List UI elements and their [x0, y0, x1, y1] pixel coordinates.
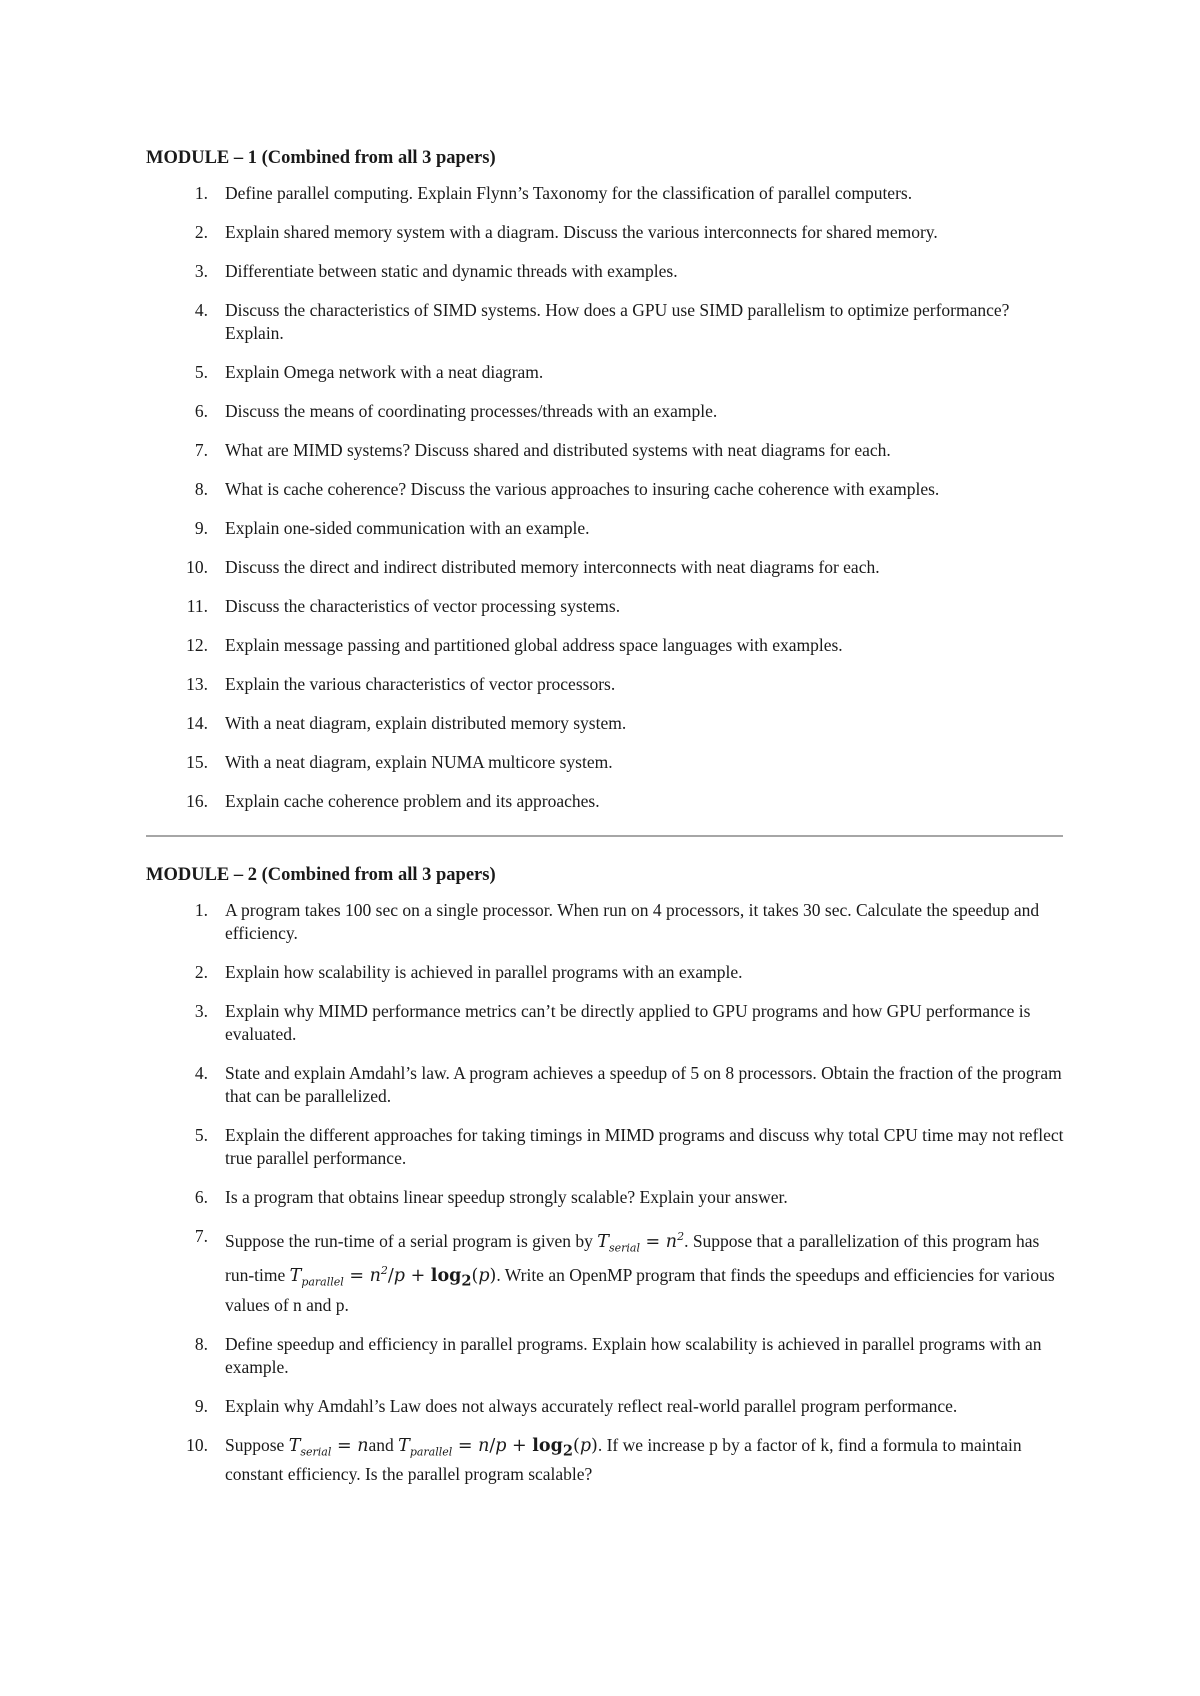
question-text-part: Suppose — [225, 1434, 289, 1455]
module-1-heading: MODULE – 1 (Combined from all 3 papers) — [146, 148, 496, 168]
math-log-base: 2 — [562, 1442, 573, 1460]
question-number: 12. — [186, 635, 208, 655]
question-item — [146, 673, 1066, 696]
math-plus: + — [405, 1266, 431, 1287]
math-paren-close: ) — [591, 1435, 598, 1456]
question-item — [146, 790, 1066, 813]
question-number: 7. — [194, 440, 208, 460]
n-squared-math — [666, 1232, 684, 1252]
question-text — [225, 1434, 1066, 1487]
math-superscript-2: 2 — [380, 1264, 388, 1278]
t-serial-math — [597, 1231, 640, 1255]
question-item — [146, 478, 1066, 501]
math-slash: / — [489, 1435, 496, 1456]
math-symbol-n: n — [357, 1435, 369, 1456]
question-number: 10. — [186, 557, 208, 577]
math-log — [532, 1435, 573, 1460]
question-text: What are MIMD systems? Discuss shared and distributed systems with neat diagrams for each. — [225, 440, 891, 460]
question-item — [146, 1062, 1066, 1108]
math-symbol-t: T — [289, 1266, 302, 1287]
question-text: Discuss the direct and indirect distributed memory interconnects with neat diagrams for each. — [225, 557, 880, 577]
section-divider — [146, 835, 1063, 837]
question-number: 1. — [194, 183, 208, 203]
question-number: 15. — [186, 752, 208, 772]
question-item — [146, 634, 1066, 657]
question-text: Explain why MIMD performance metrics can’t be directly applied to GPU programs and how GPU performance is evaluated. — [225, 1001, 1031, 1044]
math-subscript-parallel: parallel — [301, 1275, 344, 1289]
question-text: Discuss the characteristics of SIMD systems. How does a GPU use SIMD parallelism to optimize performance? Explain. — [225, 300, 1010, 343]
math-subscript-serial: serial — [300, 1445, 332, 1459]
math-symbol-n: n — [665, 1231, 678, 1252]
math-log-word: log — [430, 1266, 462, 1287]
question-text: Explain one-sided communication with an example. — [225, 518, 590, 538]
question-item — [146, 439, 1066, 462]
module-1-question-list — [146, 182, 1066, 813]
math-symbol-p: p — [393, 1266, 405, 1287]
question-text: Explain why Amdahl’s Law does not always accurately reflect real-world parallel program performance. — [225, 1395, 958, 1416]
question-text: Define speedup and efficiency in parallel programs. Explain how scalability is achieved in parallel programs with an example. — [225, 1333, 1042, 1377]
question-text: Differentiate between static and dynamic threads with examples. — [225, 261, 678, 281]
math-log — [430, 1266, 472, 1290]
question-item — [146, 751, 1066, 774]
question-text: Explain Omega network with a neat diagram. — [225, 362, 544, 382]
math-equals: = — [343, 1266, 370, 1287]
math-symbol-t: T — [288, 1435, 301, 1456]
question-item — [146, 400, 1066, 423]
question-number: 14. — [186, 713, 208, 733]
question-number: 4. — [194, 300, 208, 320]
math-plus: + — [506, 1435, 533, 1456]
math-log-word: log — [532, 1435, 563, 1456]
question-item — [146, 961, 1066, 984]
question-item — [146, 221, 1066, 244]
math-equals: = — [331, 1435, 358, 1456]
question-text: Explain cache coherence problem and its approaches. — [225, 791, 600, 811]
question-item — [146, 1186, 1066, 1209]
question-item — [146, 517, 1066, 540]
math-paren-close: ) — [489, 1266, 497, 1287]
question-item — [146, 595, 1066, 618]
question-text: Define parallel computing. Explain Flynn’s Taxonomy for the classification of parallel computers. — [225, 183, 913, 203]
math-symbol-n: n — [369, 1266, 381, 1287]
question-number: 2. — [194, 962, 208, 982]
math-symbol-p: p — [579, 1435, 592, 1456]
question-number: 9. — [194, 1395, 208, 1416]
math-symbol-t: T — [398, 1435, 410, 1456]
question-text: With a neat diagram, explain distributed memory system. — [225, 713, 627, 733]
math-subscript-parallel: parallel — [409, 1445, 453, 1459]
math-superscript-2: 2 — [677, 1230, 685, 1243]
question-number: 8. — [194, 479, 208, 499]
question-text-part: . If we increase p by a factor of k, find a formula to maintain constant efficiency. Is the parallel program scalable? — [225, 1434, 1022, 1485]
math-equals: = — [639, 1231, 666, 1252]
math-symbol-t: T — [597, 1231, 609, 1252]
question-text: State and explain Amdahl’s law. A program achieves a speedup of 5 on 8 processors. Obtain the fraction of the program that can be parallelized. — [225, 1063, 1062, 1106]
module-2-heading: MODULE – 2 (Combined from all 3 papers) — [146, 865, 496, 885]
math-paren-open: ( — [471, 1266, 479, 1287]
question-text-part: . Suppose that a parallelization of this program has run-time — [225, 1230, 1040, 1286]
question-text: Is a program that obtains linear speedup strongly scalable? Explain your answer. — [225, 1187, 788, 1207]
question-item — [146, 361, 1066, 384]
question-text — [225, 1225, 1066, 1317]
math-symbol-n: n — [478, 1435, 490, 1456]
question-number: 8. — [194, 1333, 208, 1354]
question-number: 9. — [194, 518, 208, 538]
math-subscript-serial: serial — [608, 1241, 640, 1255]
question-text: Discuss the means of coordinating processes/threads with an example. — [225, 401, 718, 421]
page-content — [146, 146, 1066, 1502]
question-item — [146, 1225, 1066, 1317]
question-number: 5. — [194, 362, 208, 382]
question-text: Explain the various characteristics of vector processors. — [225, 674, 616, 694]
question-number: 2. — [194, 222, 208, 242]
t-serial-math — [288, 1435, 332, 1459]
question-item — [146, 1333, 1066, 1379]
module-1-section — [146, 146, 1066, 813]
question-number: 7. — [194, 1226, 208, 1246]
question-text: Discuss the characteristics of vector processing systems. — [225, 596, 621, 616]
question-item — [146, 712, 1066, 735]
t-parallel-math — [398, 1435, 453, 1459]
question-item — [146, 1434, 1066, 1487]
module-2-question-list — [146, 899, 1066, 1486]
question-number: 3. — [194, 1001, 208, 1021]
question-item — [146, 1124, 1066, 1170]
question-number: 3. — [194, 261, 208, 281]
t-parallel-math — [289, 1266, 344, 1289]
question-item — [146, 182, 1066, 205]
module-2-section — [146, 863, 1066, 1486]
math-equals: = — [452, 1435, 479, 1456]
question-text: What is cache coherence? Discuss the various approaches to insuring cache coherence with examples. — [225, 479, 940, 499]
question-item — [146, 556, 1066, 579]
n-squared-math — [370, 1266, 388, 1286]
question-text: Explain message passing and partitioned global address space languages with examples. — [225, 635, 843, 655]
question-item — [146, 899, 1066, 945]
math-slash: / — [387, 1266, 394, 1287]
question-number: 10. — [186, 1434, 208, 1455]
question-number: 6. — [194, 1187, 208, 1207]
question-text: Explain shared memory system with a diagram. Discuss the various interconnects for shared memory. — [225, 222, 938, 242]
question-text: Explain the different approaches for taking timings in MIMD programs and discuss why total CPU time may not reflect true parallel performance. — [225, 1125, 1064, 1168]
math-symbol-p: p — [478, 1266, 490, 1287]
question-number: 5. — [194, 1125, 208, 1145]
question-item — [146, 1000, 1066, 1046]
question-number: 13. — [186, 674, 208, 694]
question-number: 6. — [194, 401, 208, 421]
question-number: 11. — [186, 596, 208, 616]
question-text-part: and — [368, 1434, 399, 1455]
question-text: A program takes 100 sec on a single processor. When run on 4 processors, it takes 30 sec. Calculate the speedup and efficiency. — [225, 900, 1040, 943]
question-item — [146, 1395, 1066, 1418]
question-item — [146, 299, 1066, 345]
math-paren-open: ( — [573, 1435, 580, 1456]
question-text: Explain how scalability is achieved in parallel programs with an example. — [225, 962, 743, 982]
question-text-part: . Write an OpenMP program that finds the speedups and efficiencies for various values of n and p. — [225, 1265, 1055, 1315]
question-text-part: Suppose the run-time of a serial program is given by — [225, 1230, 598, 1251]
math-log-base: 2 — [461, 1272, 472, 1290]
question-number: 4. — [194, 1063, 208, 1083]
question-number: 1. — [194, 900, 208, 920]
math-symbol-p: p — [495, 1435, 507, 1456]
question-number: 16. — [186, 791, 208, 811]
question-text: With a neat diagram, explain NUMA multicore system. — [225, 752, 613, 772]
question-item — [146, 260, 1066, 283]
